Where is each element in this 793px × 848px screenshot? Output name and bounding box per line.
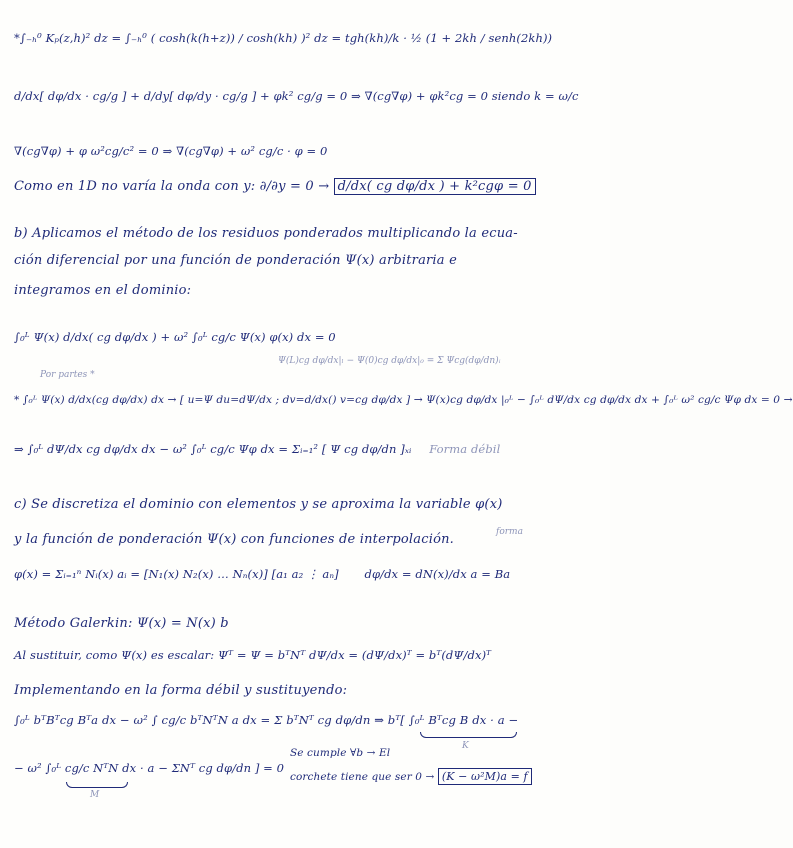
note-por-partes: Por partes * [40, 370, 95, 380]
equation-dphi-dx: dφ/dx = dN(x)/dx a = Ba [364, 567, 511, 581]
line-1d-reduction [14, 178, 602, 195]
note-m: M [90, 790, 100, 800]
text-se-cumple: Se cumple ∀b → El [290, 747, 391, 759]
text-implementing: Implementando en la forma débil y sustituyendo: [14, 683, 348, 698]
equation-phi-interpolation: φ(x) = Σᵢ₌₁ⁿ Nᵢ(x) aᵢ = [N₁(x) N₂(x) … Nₙ(x)] [a₁ a₂ ⋮ aₙ] [14, 567, 339, 581]
line-interpolation [14, 566, 602, 582]
equation-integral-kp: *∫₋ₕ⁰ Kₚ(z,h)² dz = ∫₋ₕ⁰ ( cosh(k(h+z)) / cosh(kh) )² dz = tgh(kh)/k · ½ (1 + 2kh / senh(2kh)) [14, 31, 553, 45]
section-c-line-2: y la función de ponderación Ψ(x) con funciones de interpolación. [14, 532, 455, 547]
line-corchete [290, 768, 532, 785]
text-1d-reduction: Como en 1D no varía la onda con y: ∂/∂y = 0 → [14, 179, 330, 194]
equation-discretized-1: ∫₀ᴸ bᵀBᵀcg Bᵀa dx − ω² ∫ cg/c bᵀNᵀN a dx = Σ bᵀNᵀ cg dφ/dn ⇒ bᵀ[ ∫₀ᴸ Bᵀcg B dx · a − [14, 713, 519, 727]
equation-transpose: Al sustituir, como Ψ(x) es escalar: Ψᵀ = Ψ = bᵀNᵀ dΨ/dx = (dΨ/dx)ᵀ = bᵀ(dΨ/dx)ᵀ [14, 648, 492, 662]
equation-weak-form: ⇒ ∫₀ᴸ dΨ/dx cg dφ/dx dx − ω² ∫₀ᴸ cg/c Ψφ dx = Σᵢ₌₁² [ Ψ cg dφ/dn ]ₓᵢ [14, 442, 412, 456]
brace-k [420, 732, 517, 738]
boxed-1d-equation: d/dx( cg dφ/dx ) + k²cgφ = 0 [334, 178, 536, 195]
text-corchete: corchete tiene que ser 0 → [290, 771, 435, 783]
equation-galerkin: Método Galerkin: Ψ(x) = N(x) b [14, 616, 229, 631]
equation-helmholtz-2d: d/dx[ dφ/dx · cg/g ] + d/dy[ dφ/dy · cg/g ] + φk² cg/g = 0 ⇒ ∇(cg∇φ) + φk²cg = 0 siendo k = ω/c [14, 89, 579, 103]
note-forma: forma [496, 527, 523, 537]
note-k: K [462, 741, 469, 751]
equation-discretized-2: − ω² ∫₀ᴸ cg/c NᵀN dx · a − ΣNᵀ cg dφ/dn ] = 0 [14, 761, 285, 775]
line-weak-form [14, 441, 602, 457]
boxed-final-system: (K − ω²M)a = f [438, 768, 532, 785]
section-b-line-1: b) Aplicamos el método de los residuos ponderados multiplicando la ecua- [14, 226, 518, 241]
section-c-line-1: c) Se discretiza el dominio con elementos y se aproxima la variable φ(x) [14, 497, 503, 512]
equation-helmholtz-omega: ∇(cg∇φ) + φ ω²cg/c² = 0 ⇒ ∇(cg∇φ) + ω² cg/c · φ = 0 [14, 144, 328, 158]
brace-m [66, 782, 128, 788]
label-forma-debil: Forma débil [429, 442, 501, 456]
note-boundary-sum: Ψ(L)cg dφ/dx|ₗ − Ψ(0)cg dφ/dx|₀ = Σ Ψcg(dφ/dn)ᵢ [278, 356, 501, 366]
equation-integration-by-parts: * ∫₀ᴸ Ψ(x) d/dx(cg dφ/dx) dx → [ u=Ψ du=dΨ/dx ; dv=d/dx() v=cg dφ/dx ] → Ψ(x)cg dφ/dx |₀ᴸ − ∫₀ᴸ dΨ/dx cg dφ/dx dx + ∫₀ᴸ ω² cg/c Ψφ dx = 0 → [14, 394, 793, 406]
section-b-line-2: ción diferencial por una función de ponderación Ψ(x) arbitraria e [14, 253, 457, 268]
section-b-line-3: integramos en el dominio: [14, 283, 192, 298]
equation-weighted-residual: ∫₀ᴸ Ψ(x) d/dx( cg dφ/dx ) + ω² ∫₀ᴸ cg/c Ψ(x) φ(x) dx = 0 [14, 330, 336, 344]
